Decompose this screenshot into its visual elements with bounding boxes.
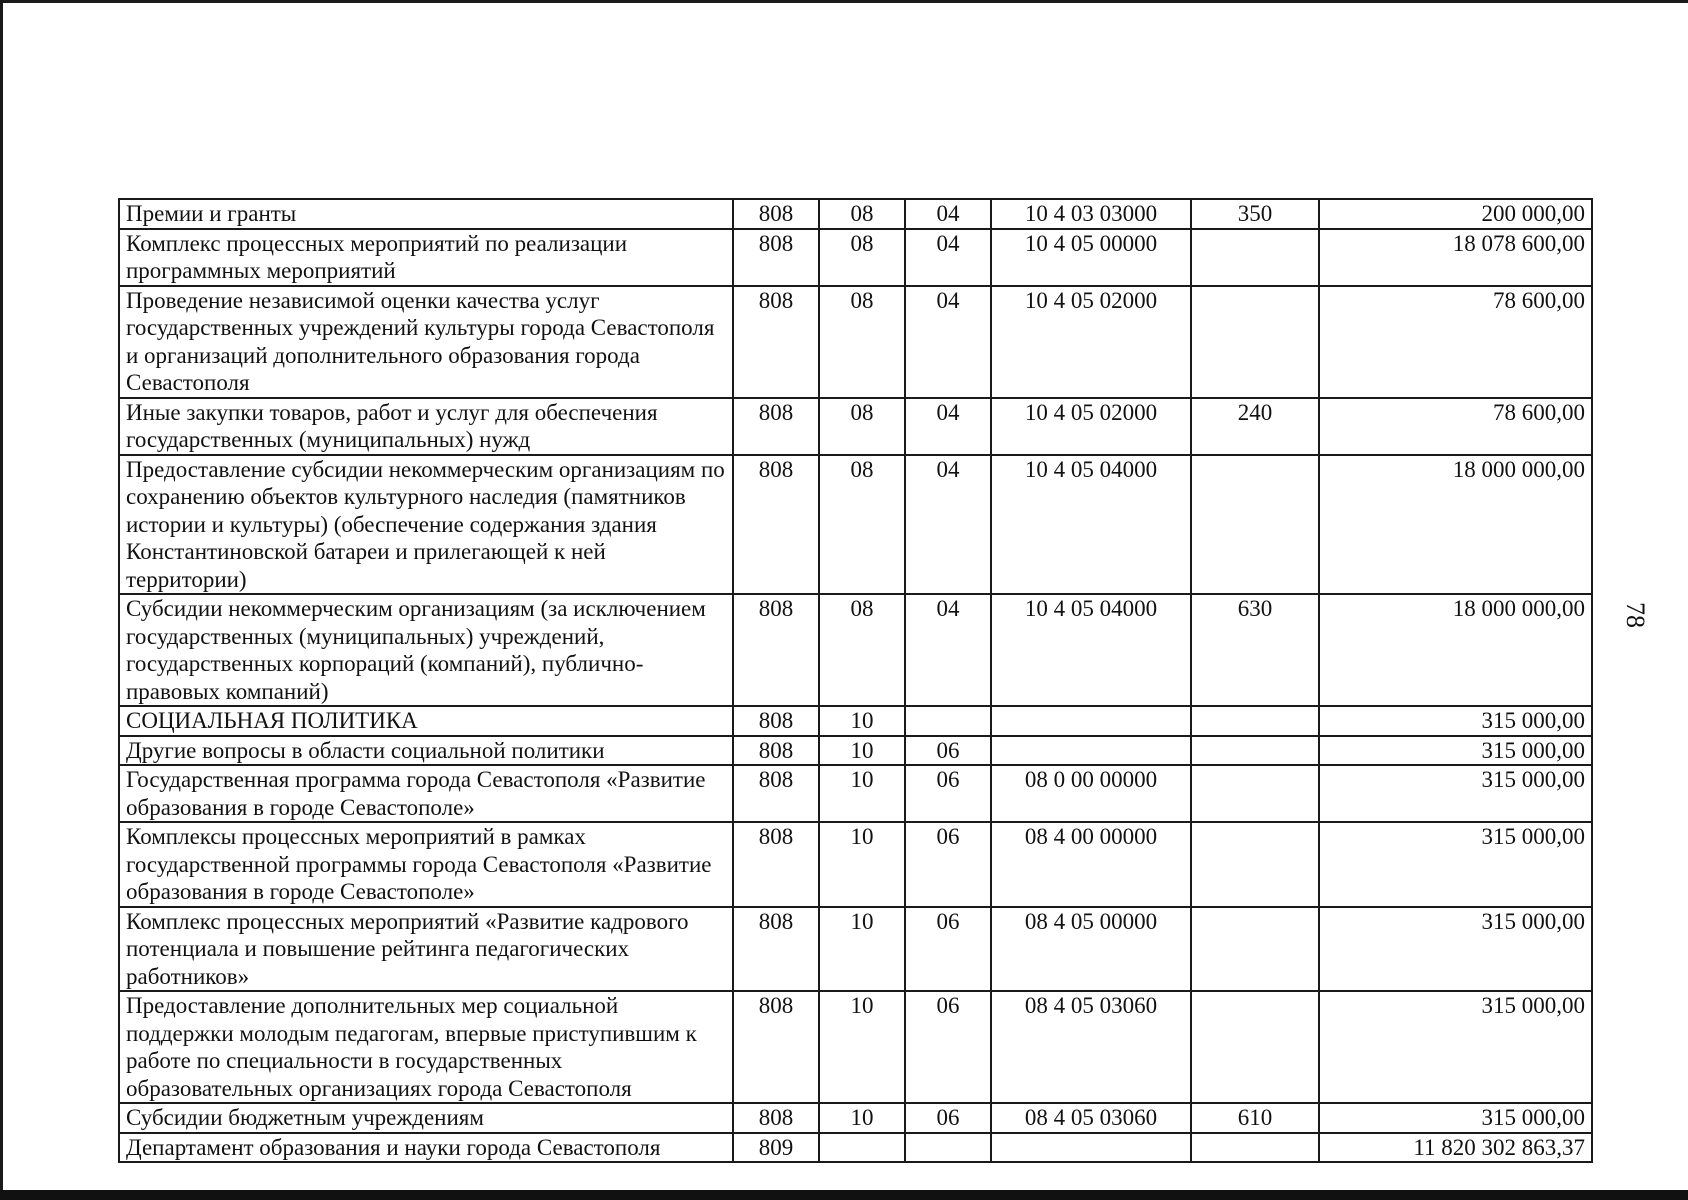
subsection-code: 04 — [905, 398, 991, 455]
section-code: 10 — [819, 1103, 905, 1133]
target-article-code: 08 4 05 00000 — [991, 907, 1191, 992]
target-article-code: 08 0 00 00000 — [991, 765, 1191, 822]
subsection-code: 06 — [905, 991, 991, 1103]
section-code: 10 — [819, 706, 905, 736]
table-row — [119, 398, 1592, 455]
expense-type-code — [1191, 822, 1319, 907]
table-row — [119, 594, 1592, 706]
dept-code: 808 — [733, 199, 819, 229]
amount: 78 600,00 — [1319, 286, 1592, 398]
expense-type-code: 630 — [1191, 594, 1319, 706]
expense-type-code — [1191, 1133, 1319, 1163]
target-article-code: 08 4 05 03060 — [991, 1103, 1191, 1133]
section-code: 10 — [819, 822, 905, 907]
subsection-code: 04 — [905, 199, 991, 229]
subsection-code: 06 — [905, 822, 991, 907]
table-row — [119, 229, 1592, 286]
amount: 315 000,00 — [1319, 991, 1592, 1103]
scan-bottom-edge — [0, 1190, 1688, 1200]
section-code: 08 — [819, 455, 905, 595]
row-name: Предоставление субсидии некоммерческим организациям по сохранению объектов культурного наследия (памятников истории и культуры) (обеспечение содержания здания Константиновской батареи и прилегающей к ней территории) — [119, 455, 733, 595]
dept-code: 808 — [733, 1103, 819, 1133]
subsection-code: 06 — [905, 736, 991, 766]
amount: 315 000,00 — [1319, 822, 1592, 907]
page-number: 78 — [1621, 602, 1650, 628]
amount: 18 078 600,00 — [1319, 229, 1592, 286]
target-article-code: 08 4 05 03060 — [991, 991, 1191, 1103]
row-name: Субсидии бюджетным учреждениям — [119, 1103, 733, 1133]
subsection-code: 06 — [905, 907, 991, 992]
expense-type-code — [1191, 907, 1319, 992]
expense-type-code — [1191, 991, 1319, 1103]
section-code — [819, 1133, 905, 1163]
target-article-code — [991, 736, 1191, 766]
subsection-code: 04 — [905, 229, 991, 286]
dept-code: 808 — [733, 286, 819, 398]
row-name: Иные закупки товаров, работ и услуг для обеспечения государственных (муниципальных) нужд — [119, 398, 733, 455]
row-name: Проведение независимой оценки качества услуг государственных учреждений культуры города Севастополя и организаций дополнительного образования города Севастополя — [119, 286, 733, 398]
amount: 315 000,00 — [1319, 907, 1592, 992]
target-article-code: 10 4 05 02000 — [991, 398, 1191, 455]
dept-code: 808 — [733, 736, 819, 766]
expense-type-code — [1191, 229, 1319, 286]
target-article-code: 10 4 05 04000 — [991, 455, 1191, 595]
amount: 315 000,00 — [1319, 765, 1592, 822]
section-code: 08 — [819, 594, 905, 706]
table-row — [119, 907, 1592, 992]
amount: 315 000,00 — [1319, 706, 1592, 736]
subsection-code: 04 — [905, 455, 991, 595]
section-code: 10 — [819, 765, 905, 822]
subsection-code: 06 — [905, 1103, 991, 1133]
row-name: Комплексы процессных мероприятий в рамках государственной программы города Севастополя «Развитие образования в городе Севастополе» — [119, 822, 733, 907]
dept-code: 808 — [733, 907, 819, 992]
scan-top-edge — [0, 0, 1688, 3]
table-row — [119, 991, 1592, 1103]
amount: 315 000,00 — [1319, 736, 1592, 766]
table-row — [119, 736, 1592, 766]
table-row — [119, 286, 1592, 398]
scan-left-edge — [0, 0, 3, 1200]
row-name: Государственная программа города Севастополя «Развитие образования в городе Севастополе» — [119, 765, 733, 822]
target-article-code — [991, 1133, 1191, 1163]
row-name: Премии и гранты — [119, 199, 733, 229]
dept-code: 808 — [733, 398, 819, 455]
amount: 18 000 000,00 — [1319, 594, 1592, 706]
section-code: 10 — [819, 991, 905, 1103]
dept-code: 808 — [733, 991, 819, 1103]
table-row — [119, 765, 1592, 822]
dept-code: 808 — [733, 765, 819, 822]
row-name: Другие вопросы в области социальной политики — [119, 736, 733, 766]
table-row — [119, 706, 1592, 736]
dept-code: 808 — [733, 822, 819, 907]
subsection-code — [905, 1133, 991, 1163]
row-name: Департамент образования и науки города Севастополя — [119, 1133, 733, 1163]
row-name: Комплекс процессных мероприятий «Развитие кадрового потенциала и повышение рейтинга педагогических работников» — [119, 907, 733, 992]
section-code: 08 — [819, 286, 905, 398]
target-article-code: 10 4 03 03000 — [991, 199, 1191, 229]
expense-type-code — [1191, 765, 1319, 822]
expense-type-code — [1191, 286, 1319, 398]
amount: 18 000 000,00 — [1319, 455, 1592, 595]
section-code: 10 — [819, 736, 905, 766]
budget-table — [118, 198, 1593, 1163]
expense-type-code — [1191, 455, 1319, 595]
amount: 11 820 302 863,37 — [1319, 1133, 1592, 1163]
table-row — [119, 822, 1592, 907]
amount: 315 000,00 — [1319, 1103, 1592, 1133]
section-code: 10 — [819, 907, 905, 992]
dept-code: 808 — [733, 455, 819, 595]
section-code: 08 — [819, 229, 905, 286]
row-name: Комплекс процессных мероприятий по реализации программных мероприятий — [119, 229, 733, 286]
row-name: Субсидии некоммерческим организациям (за исключением государственных (муниципальных) учреждений, государственных корпораций (компаний), публично-правовых компаний) — [119, 594, 733, 706]
target-article-code: 08 4 00 00000 — [991, 822, 1191, 907]
target-article-code: 10 4 05 00000 — [991, 229, 1191, 286]
table-row — [119, 199, 1592, 229]
target-article-code — [991, 706, 1191, 736]
dept-code: 808 — [733, 594, 819, 706]
expense-type-code — [1191, 736, 1319, 766]
expense-type-code — [1191, 706, 1319, 736]
dept-code: 808 — [733, 229, 819, 286]
target-article-code: 10 4 05 02000 — [991, 286, 1191, 398]
dept-code: 809 — [733, 1133, 819, 1163]
subsection-code: 04 — [905, 286, 991, 398]
dept-code: 808 — [733, 706, 819, 736]
subsection-code: 06 — [905, 765, 991, 822]
subsection-code: 04 — [905, 594, 991, 706]
row-name: СОЦИАЛЬНАЯ ПОЛИТИКА — [119, 706, 733, 736]
expense-type-code: 610 — [1191, 1103, 1319, 1133]
target-article-code: 10 4 05 04000 — [991, 594, 1191, 706]
amount: 78 600,00 — [1319, 398, 1592, 455]
section-code: 08 — [819, 199, 905, 229]
subsection-code — [905, 706, 991, 736]
table-row — [119, 1103, 1592, 1133]
table-row — [119, 1133, 1592, 1163]
expense-type-code: 350 — [1191, 199, 1319, 229]
section-code: 08 — [819, 398, 905, 455]
expense-type-code: 240 — [1191, 398, 1319, 455]
table-row — [119, 455, 1592, 595]
amount: 200 000,00 — [1319, 199, 1592, 229]
row-name: Предоставление дополнительных мер социальной поддержки молодым педагогам, впервые приступившим к работе по специальности в государственных образовательных организациях города Севастополя — [119, 991, 733, 1103]
